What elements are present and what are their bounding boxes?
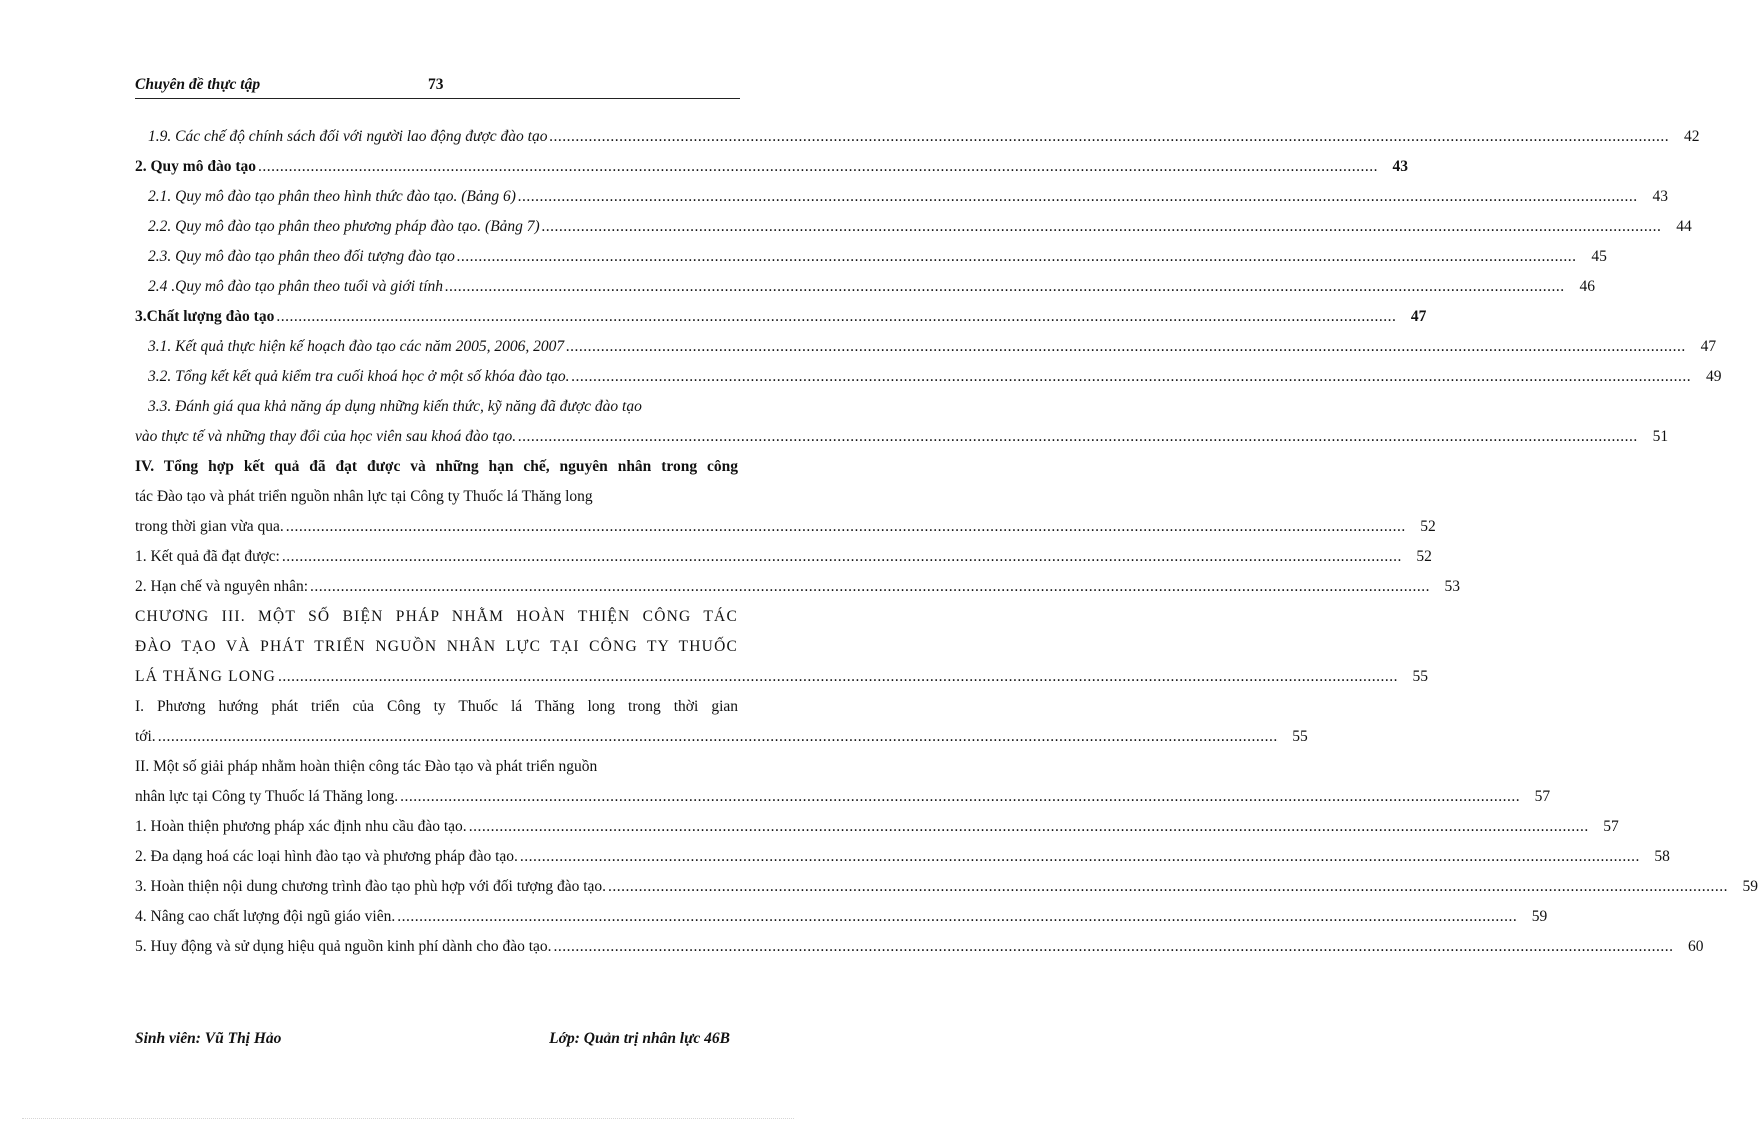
toc-entry-text: 2.1. Quy mô đào tạo phân theo hình thức đào tạo. (Bảng 6) bbox=[148, 188, 516, 205]
toc-entry-text: 3. Hoàn thiện nội dung chương trình đào tạo phù hợp với đối tượng đào tạo. bbox=[135, 878, 607, 895]
dot-leader bbox=[549, 128, 1669, 146]
toc-entry-text: IV. Tổng hợp kết quả đã đạt được và những hạn chế, nguyên nhân trong công bbox=[135, 458, 738, 475]
toc-entry-page: 45 bbox=[1591, 248, 1607, 265]
toc-entry-text: 4. Nâng cao chất lượng đội ngũ giáo viên. bbox=[135, 908, 396, 925]
toc-entry-page: 47 bbox=[1700, 338, 1717, 355]
chapter-title: ĐÀO TẠO VÀ PHÁT TRIỂN NGUỒN NHÂN LỰC TẠI CÔNG TY THUỐC bbox=[135, 638, 738, 655]
toc-entry-page: 43 bbox=[1392, 158, 1408, 175]
toc-entry-page: 57 bbox=[1603, 818, 1619, 835]
dot-leader bbox=[397, 908, 1517, 926]
toc-entry-text: 2.2. Quy mô đào tạo phân theo phương pháp đào tạo. (Bảng 7) bbox=[148, 218, 540, 235]
toc-entry[interactable] bbox=[135, 548, 1432, 578]
toc-entry-text: tác Đào tạo và phát triển nguồn nhân lực tại Công ty Thuốc lá Thăng long bbox=[135, 488, 593, 505]
toc-entry[interactable] bbox=[135, 938, 1704, 968]
dot-leader bbox=[286, 518, 1406, 536]
toc-entry-text: nhân lực tại Công ty Thuốc lá Thăng long. bbox=[135, 788, 399, 805]
toc-entry-line[interactable] bbox=[135, 488, 738, 518]
toc-entry[interactable] bbox=[135, 308, 1427, 338]
page-bottom-edge bbox=[22, 1118, 794, 1119]
toc-entry-page: 49 bbox=[1706, 368, 1722, 385]
toc-entry-text: 2. Quy mô đào tạo bbox=[135, 158, 256, 175]
toc-entry[interactable] bbox=[135, 428, 1669, 458]
table-of-contents bbox=[135, 128, 1758, 968]
toc-entry[interactable] bbox=[135, 908, 1548, 938]
toc-entry-page: 44 bbox=[1676, 218, 1692, 235]
toc-entry-text: trong thời gian vừa qua. bbox=[135, 518, 284, 535]
toc-entry-page: 52 bbox=[1416, 548, 1432, 565]
footer-class: Lớp: Quản trị nhân lực 46B bbox=[549, 1030, 730, 1047]
toc-entry-text: tới. bbox=[135, 728, 156, 745]
chapter-title: LÁ THĂNG LONG bbox=[135, 668, 277, 685]
toc-entry-page: 43 bbox=[1652, 188, 1668, 205]
dot-leader bbox=[566, 338, 1686, 356]
toc-entry-text: 2.4 .Quy mô đào tạo phân theo tuổi và giới tính bbox=[148, 278, 443, 295]
dot-leader bbox=[469, 818, 1589, 836]
toc-entry-text: 2.3. Quy mô đào tạo phân theo đối tượng đào tạo bbox=[148, 248, 455, 265]
toc-entry-page: 55 bbox=[1292, 728, 1308, 745]
dot-leader bbox=[518, 428, 1638, 446]
toc-entry[interactable] bbox=[135, 128, 1700, 158]
toc-entry[interactable] bbox=[135, 728, 1308, 758]
toc-entry-text: 3.1. Kết quả thực hiện kế hoạch đào tạo các năm 2005, 2006, 2007 bbox=[148, 338, 565, 355]
toc-entry-line[interactable] bbox=[135, 458, 738, 488]
toc-entry[interactable] bbox=[135, 878, 1758, 908]
dot-leader bbox=[572, 368, 1692, 386]
toc-entry-page: 60 bbox=[1688, 938, 1704, 955]
dot-leader bbox=[282, 548, 1402, 566]
toc-entry-text: 3.Chất lượng đào tạo bbox=[135, 308, 275, 325]
dot-leader bbox=[542, 218, 1662, 236]
header-page-number: 73 bbox=[428, 76, 444, 93]
toc-entry-text: I. Phương hướng phát triển của Công ty Thuốc lá Thăng long trong thời gian bbox=[135, 698, 738, 715]
dot-leader bbox=[554, 938, 1674, 956]
toc-entry-line[interactable] bbox=[135, 398, 738, 428]
toc-entry-text: II. Một số giải pháp nhằm hoàn thiện công tác Đào tạo và phát triển nguồn bbox=[135, 758, 598, 775]
dot-leader bbox=[520, 848, 1640, 866]
toc-entry[interactable] bbox=[135, 158, 1408, 188]
toc-chapter-line[interactable] bbox=[135, 638, 738, 668]
toc-entry[interactable] bbox=[135, 518, 1436, 548]
toc-entry-page: 46 bbox=[1579, 278, 1595, 295]
toc-entry-page: 55 bbox=[1412, 668, 1429, 685]
toc-entry-page: 52 bbox=[1420, 518, 1436, 535]
toc-entry[interactable] bbox=[135, 818, 1619, 848]
toc-entry[interactable] bbox=[135, 668, 1429, 698]
toc-entry-page: 58 bbox=[1654, 848, 1670, 865]
toc-entry-text: 5. Huy động và sử dụng hiệu quả nguồn kinh phí dành cho đào tạo. bbox=[135, 938, 552, 955]
toc-entry-line[interactable] bbox=[135, 698, 738, 728]
footer-student: Sinh viên: Vũ Thị Hảo bbox=[135, 1030, 282, 1047]
dot-leader bbox=[276, 308, 1396, 326]
dot-leader bbox=[158, 728, 1278, 746]
toc-entry-text: vào thực tế và những thay đổi của học viên sau khoá đào tạo. bbox=[135, 428, 517, 445]
dot-leader bbox=[310, 578, 1430, 596]
dot-leader bbox=[258, 158, 1378, 176]
toc-entry[interactable] bbox=[135, 248, 1607, 278]
toc-entry[interactable] bbox=[135, 218, 1692, 248]
toc-entry[interactable] bbox=[135, 788, 1551, 818]
toc-entry-page: 51 bbox=[1652, 428, 1669, 445]
chapter-title: CHƯƠNG III. MỘT SỐ BIỆN PHÁP NHẰM HOÀN THIỆN CÔNG TÁC bbox=[135, 608, 738, 625]
page-header bbox=[135, 76, 740, 99]
toc-entry-page: 57 bbox=[1534, 788, 1551, 805]
dot-leader bbox=[457, 248, 1577, 266]
toc-entry[interactable] bbox=[135, 188, 1668, 218]
dot-leader bbox=[400, 788, 1520, 806]
toc-entry-text: 3.3. Đánh giá qua khả năng áp dụng những kiến thức, kỹ năng đã được đào tạo bbox=[148, 398, 642, 415]
toc-entry-line[interactable] bbox=[135, 758, 738, 788]
toc-entry-text: 3.2. Tổng kết kết quả kiểm tra cuối khoá học ở một số khóa đào tạo. bbox=[148, 368, 570, 385]
toc-entry-page: 59 bbox=[1742, 878, 1758, 895]
toc-entry-page: 59 bbox=[1531, 908, 1548, 925]
toc-entry-page: 42 bbox=[1683, 128, 1700, 145]
toc-chapter-line[interactable] bbox=[135, 608, 738, 638]
toc-entry[interactable] bbox=[135, 278, 1595, 308]
toc-entry[interactable] bbox=[135, 368, 1722, 398]
toc-entry-text: 1. Kết quả đã đạt được: bbox=[135, 548, 280, 565]
dot-leader bbox=[278, 668, 1398, 686]
dot-leader bbox=[518, 188, 1638, 206]
toc-entry[interactable] bbox=[135, 578, 1461, 608]
toc-entry-page: 47 bbox=[1410, 308, 1427, 325]
toc-entry-text: 1.9. Các chế độ chính sách đối với người lao động được đào tạo bbox=[148, 128, 548, 145]
toc-entry-page: 53 bbox=[1444, 578, 1461, 595]
header-title: Chuyên đề thực tập bbox=[135, 76, 261, 93]
dot-leader bbox=[608, 878, 1728, 896]
toc-entry-text: 2. Hạn chế và nguyên nhân: bbox=[135, 578, 309, 595]
dot-leader bbox=[445, 278, 1565, 296]
toc-entry-text: 1. Hoàn thiện phương pháp xác định nhu cầu đào tạo. bbox=[135, 818, 467, 835]
toc-entry[interactable] bbox=[135, 338, 1717, 368]
toc-entry-text: 2. Đa dạng hoá các loại hình đào tạo và phương pháp đào tạo. bbox=[135, 848, 518, 865]
toc-entry[interactable] bbox=[135, 848, 1670, 878]
